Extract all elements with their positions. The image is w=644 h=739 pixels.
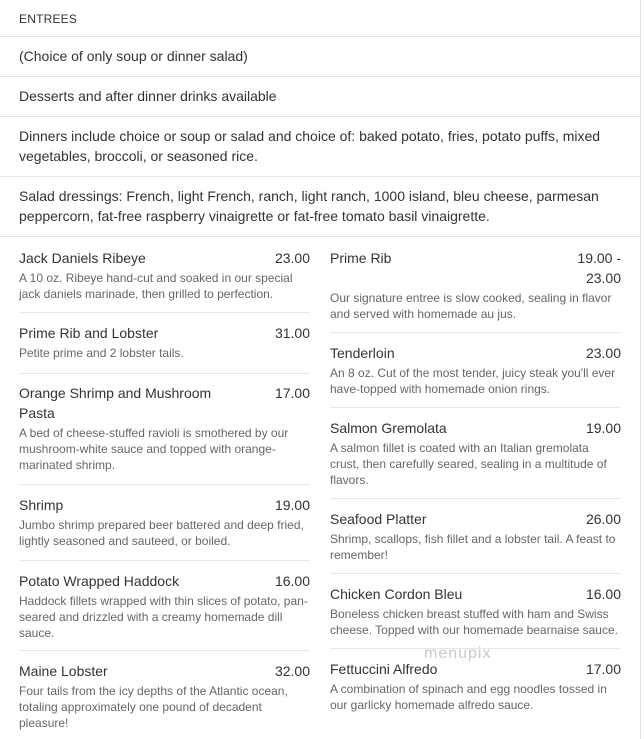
item-description: A combination of spinach and egg noodles tossed in our garlicky homemade alfredo sauce. <box>330 682 607 712</box>
item-description: Four tails from the icy depths of the Atlantic ocean, totaling approximately one pound of decadent pleasure! <box>19 684 288 730</box>
item-description: Haddock fillets wrapped with thin slices of potato, pan-seared and drizzled with a creamy homemade dill sauce. <box>19 594 308 640</box>
item-name: Jack Daniels Ribeye <box>19 250 146 266</box>
item-description: Our signature entree is slow cooked, sealing in flavor and served with homemade au jus. <box>330 291 612 321</box>
menu-note: Salad dressings: French, light French, ranch, light ranch, 1000 island, bleu cheese, parmesan peppercorn, fat-free raspberry vinaigrette or fat-free tomato basil vinaigrette. <box>0 177 640 237</box>
menu-note: Desserts and after dinner drinks available <box>0 77 640 117</box>
menu-note: (Choice of only soup or dinner salad) <box>0 37 640 77</box>
item-description: Jumbo shrimp prepared beer battered and deep fried, lightly seasoned and sauteed, or boiled. <box>19 518 304 548</box>
item-name: Tenderloin <box>330 345 395 361</box>
item-description: Petite prime and 2 lobster tails. <box>19 346 184 360</box>
item-price: 19.00 - 23.00 <box>577 250 621 286</box>
item-description: A salmon fillet is coated with an Italian gremolata crust, then carefully seared, sealing in a multitude of flavors. <box>330 441 607 487</box>
menu-item[interactable] <box>330 574 621 649</box>
item-price: 26.00 <box>585 511 621 527</box>
item-name: Prime Rib <box>330 250 392 266</box>
item-description: An 8 oz. Cut of the most tender, juicy steak you'll ever have-topped with homemade onion rings. <box>330 366 616 396</box>
item-price: 17.00 <box>274 385 310 401</box>
item-price: 16.00 <box>274 573 310 589</box>
item-name: Shrimp <box>19 497 64 513</box>
item-name: Fettuccini Alfredo <box>330 661 438 677</box>
menu-item[interactable] <box>330 333 621 408</box>
menu-item[interactable] <box>19 561 310 651</box>
item-price: 23.00 <box>585 345 621 361</box>
item-name: Chicken Cordon Bleu <box>330 586 463 602</box>
item-price: 19.00 <box>274 497 310 513</box>
menu-item[interactable] <box>19 485 310 561</box>
menu-item[interactable] <box>19 313 310 374</box>
item-name: Orange Shrimp and Mushroom Pasta <box>19 385 212 421</box>
item-price: 23.00 <box>274 250 310 266</box>
item-price: 16.00 <box>585 586 621 602</box>
menu-column-left <box>19 238 310 739</box>
menu-item[interactable] <box>19 238 310 313</box>
item-name: Potato Wrapped Haddock <box>19 573 180 589</box>
menu-item[interactable] <box>330 499 621 574</box>
item-description: A 10 oz. Ribeye hand-cut and soaked in our special jack daniels marinade, then grilled to perfection. <box>19 271 293 301</box>
item-name: Maine Lobster <box>19 663 108 679</box>
watermark-logo: menupix <box>424 645 492 662</box>
item-description: Boneless chicken breast stuffed with ham and Swiss cheese. Topped with our homemade bearnaise sauce. <box>330 607 618 637</box>
menu-item[interactable] <box>330 238 621 333</box>
item-price: 31.00 <box>274 325 310 341</box>
item-name: Salmon Gremolata <box>330 420 447 436</box>
menu-item[interactable] <box>19 374 310 485</box>
item-price: 17.00 <box>585 661 621 677</box>
item-name: Seafood Platter <box>330 511 427 527</box>
section-title: ENTREES <box>0 0 640 37</box>
menu-note: Dinners include choice or soup or salad and choice of: baked potato, fries, potato puffs, mixed vegetables, broccoli, or seasoned rice. <box>0 117 640 177</box>
menu-item[interactable] <box>330 408 621 499</box>
menu-item[interactable] <box>19 651 310 739</box>
item-description: Shrimp, scallops, fish fillet and a lobster tail. A feast to remember! <box>330 532 616 562</box>
item-name: Prime Rib and Lobster <box>19 325 159 341</box>
item-price: 32.00 <box>274 663 310 679</box>
item-price: 19.00 <box>585 420 621 436</box>
item-description: A bed of cheese-stuffed ravioli is smothered by our mushroom-white sauce and topped with orange-marinated shrimp. <box>19 426 289 472</box>
